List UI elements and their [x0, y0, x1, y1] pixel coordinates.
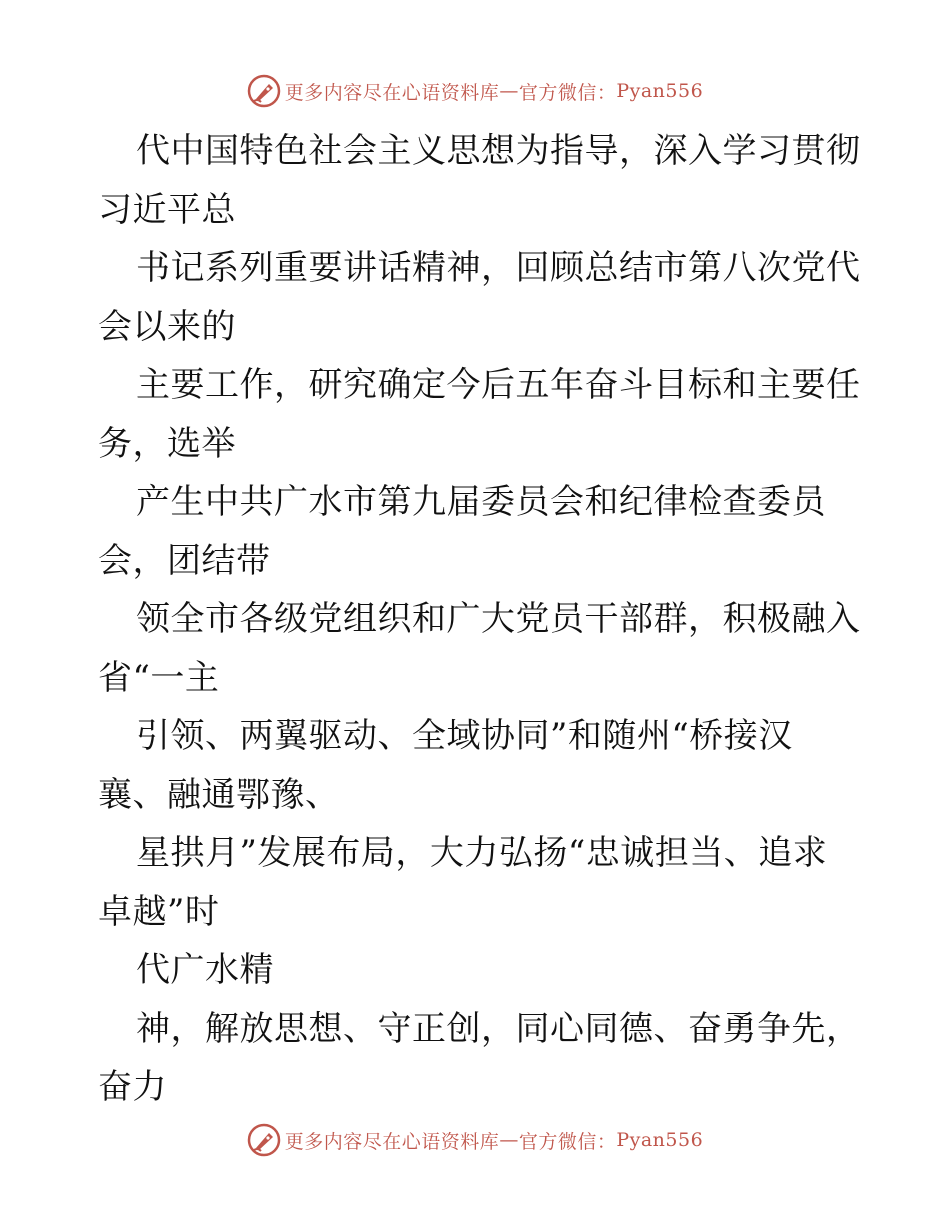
document-body	[98, 122, 861, 1117]
body-line: 神，解放思想、守正创，同心同德、奋勇争先，	[136, 1008, 861, 1049]
body-line: 会，团结带	[98, 540, 271, 581]
body-line: 卓越”时	[98, 891, 220, 932]
body-line: 代广水精	[136, 950, 274, 990]
fountain-pen-seal-icon	[247, 74, 281, 108]
footer-wechat-label: 官方微信：	[518, 1130, 617, 1153]
body-line: 省“一主	[98, 657, 220, 698]
header-wechat-label: 官方微信：	[518, 81, 617, 104]
footer-wechat-id: Pyan556	[616, 1129, 704, 1151]
footer-banner	[0, 1120, 950, 1160]
body-line: 星拱月”发展布局，大力弘扬“忠诚担当、追求	[136, 833, 828, 873]
header-separator: —	[499, 80, 519, 102]
body-line: 务，选举	[98, 423, 236, 464]
body-line: 代中国特色社会主义思想为指导，深入学习贯彻	[136, 131, 861, 171]
body-line: 领全市各级党组织和广大党员干部群，积极融入	[136, 599, 861, 639]
body-line: 引领、两翼驱动、全域协同”和随州“桥接汉	[136, 716, 793, 756]
body-line: 习近平总	[98, 189, 236, 230]
fountain-pen-seal-icon	[247, 1123, 281, 1157]
body-line: 产生中共广水市第九届委员会和纪律检查委员	[136, 482, 826, 522]
header-wechat-id: Pyan556	[616, 80, 704, 102]
body-line: 奋力	[98, 1067, 167, 1107]
header-site-text: 更多内容尽在心语资料库	[284, 81, 500, 104]
footer-site-text: 更多内容尽在心语资料库	[284, 1130, 500, 1153]
body-line: 会以来的	[98, 306, 236, 347]
body-line: 主要工作，研究确定今后五年奋斗目标和主要任	[136, 365, 861, 405]
body-line: 襄、融通鄂豫、	[98, 774, 340, 815]
header-banner	[0, 71, 950, 111]
body-line: 书记系列重要讲话精神，回顾总结市第八次党代	[136, 248, 861, 288]
footer-separator: —	[499, 1129, 519, 1151]
